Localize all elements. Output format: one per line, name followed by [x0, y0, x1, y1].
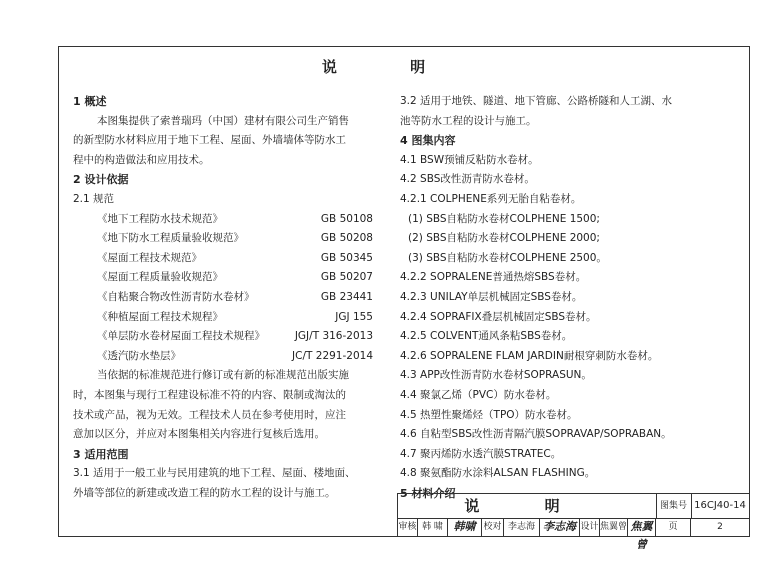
standard-row [73, 288, 373, 308]
title-block [397, 493, 750, 551]
standard-row [73, 249, 373, 269]
section-5-heading: 5 材料介绍 [400, 486, 456, 500]
section-2-1: 2.1 规范 [73, 192, 115, 205]
section-2-para-line: 技术或产品，视为无效。工程技术人员在参考使用时，应注 [73, 408, 346, 421]
content-item: (3) SBS自粘防水卷材COLPHENE 2500。 [408, 251, 607, 264]
standard-name: 《地下防水工程质量验收规范》 [97, 232, 244, 245]
signature-row [398, 518, 749, 551]
atlas-number-label: 图集号 [656, 494, 692, 519]
section-3-2-line: 池等防水工程的设计与施工。 [400, 114, 537, 127]
content-item: 4.1 BSW预铺反粘防水卷材。 [400, 153, 539, 166]
standard-name: 《透汽防水垫层》 [97, 349, 181, 362]
standard-code: GB 50207 [320, 271, 373, 284]
standard-name: 《种植屋面工程技术规程》 [97, 310, 223, 323]
content-item: (1) SBS自粘防水卷材COLPHENE 1500; [408, 212, 600, 225]
standard-name: 《单层防水卷材屋面工程技术规程》 [97, 330, 265, 343]
content-item: 4.5 热塑性聚烯烃（TPO）防水卷材。 [400, 408, 578, 421]
section-1-line: 本图集提供了索普瑞玛（中国）建材有限公司生产销售 [97, 114, 349, 127]
section-2-heading: 2 设计依据 [73, 173, 129, 187]
standard-code: JGJ/T 316-2013 [294, 330, 373, 343]
standard-name: 《自粘聚合物改性沥青防水卷材》 [97, 290, 255, 303]
content-item: (2) SBS自粘防水卷材COLPHENE 2000; [408, 232, 600, 245]
section-1-line: 程中的构造做法和应用技术。 [73, 153, 210, 166]
content-item: 4.3 APP改性沥青防水卷材SOPRASUN。 [400, 369, 592, 382]
section-3-2-line: 3.2 适用于地铁、隧道、地下管廊、公路桥隧和人工湖、水 [400, 95, 673, 107]
left-column [73, 92, 373, 503]
page-number: 2 [717, 522, 723, 532]
standard-row [73, 229, 373, 249]
standard-row [73, 210, 373, 230]
content-item: 4.7 聚丙烯防水透汽膜STRATEC。 [400, 447, 562, 460]
section-2-para-line: 当依据的标准规范进行修订或有新的标准规范出版实施 [97, 369, 349, 382]
standard-row [73, 327, 373, 347]
content-item: 4.6 自粘型SBS改性沥青隔汽膜SOPRAVAP/SOPRABAN。 [400, 428, 672, 441]
section-3-1-line: 3.1 适用于一般工业与民用建筑的地下工程、屋面、楼地面、 [73, 467, 356, 480]
content-item: 4.8 聚氨酯防水涂料ALSAN FLASHING。 [400, 467, 596, 480]
title-block-name: 说 明 [398, 494, 657, 519]
section-2-para-line: 意加以区分，并应对本图集相关内容进行复核后选用。 [73, 428, 325, 441]
checker-name: 李志海 [504, 518, 540, 536]
standard-code: JC/T 2291-2014 [292, 349, 373, 362]
content-item: 4.2.2 SOPRALENE普通热熔SBS卷材。 [400, 271, 587, 284]
standard-code: GB 23441 [320, 290, 373, 303]
standard-name: 《屋面工程技术规范》 [97, 251, 202, 264]
checker-signature: 李志海 [540, 518, 580, 536]
standard-name: 《地下工程防水技术规范》 [97, 212, 223, 225]
designer-signature: 焦翼曾 [628, 518, 656, 536]
content-item: 4.2 SBS改性沥青防水卷材。 [400, 173, 535, 186]
section-3-heading: 3 适用范围 [73, 447, 129, 461]
check-label: 校对 [482, 518, 504, 536]
page-label: 页 [656, 518, 691, 536]
reviewer-name: 韩 啸 [418, 518, 448, 536]
reviewer-signature: 韩啸 [448, 518, 482, 536]
content-item: 4.2.6 SOPRALENE FLAM JARDIN耐根穿刺防水卷材。 [400, 349, 659, 362]
section-4-heading: 4 图集内容 [400, 134, 456, 148]
standard-code: GB 50208 [320, 232, 373, 245]
content-item: 4.2.1 COLPHENE系列无胎自粘卷材。 [400, 192, 582, 205]
content-item: 4.2.3 UNILAY单层机械固定SBS卷材。 [400, 290, 583, 303]
atlas-number: 16CJ40-14 [691, 494, 749, 519]
standard-row [73, 268, 373, 288]
standard-name: 《屋面工程质量验收规范》 [97, 271, 223, 284]
section-1-heading: 1 概述 [73, 95, 107, 108]
section-3-1-line: 外墙等部位的新建或改造工程的防水工程的设计与施工。 [73, 486, 336, 499]
standard-row [73, 308, 373, 328]
content-item: 4.2.4 SOPRAFIX叠层机械固定SBS卷材。 [400, 310, 597, 323]
standard-code: GB 50345 [320, 251, 373, 264]
content-item: 4.4 聚氯乙烯（PVC）防水卷材。 [400, 388, 557, 401]
standard-code: GB 50108 [320, 212, 373, 225]
standard-code: JGJ 155 [335, 310, 373, 323]
right-column [400, 92, 740, 503]
design-label: 设计 [580, 518, 600, 536]
designer-name: 焦翼曾 [600, 518, 628, 536]
page-title: 说 明 [321, 58, 460, 76]
content-item: 4.2.5 COLVENT通风条粘SBS卷材。 [400, 330, 573, 343]
review-label: 审核 [398, 518, 418, 536]
standard-row [73, 347, 373, 367]
section-2-para-line: 时，本图集与现行工程建设标准不符的内容、限制或淘汰的 [73, 388, 346, 401]
section-1-line: 的新型防水材料应用于地下工程、屋面、外墙墙体等防水工 [73, 134, 346, 147]
